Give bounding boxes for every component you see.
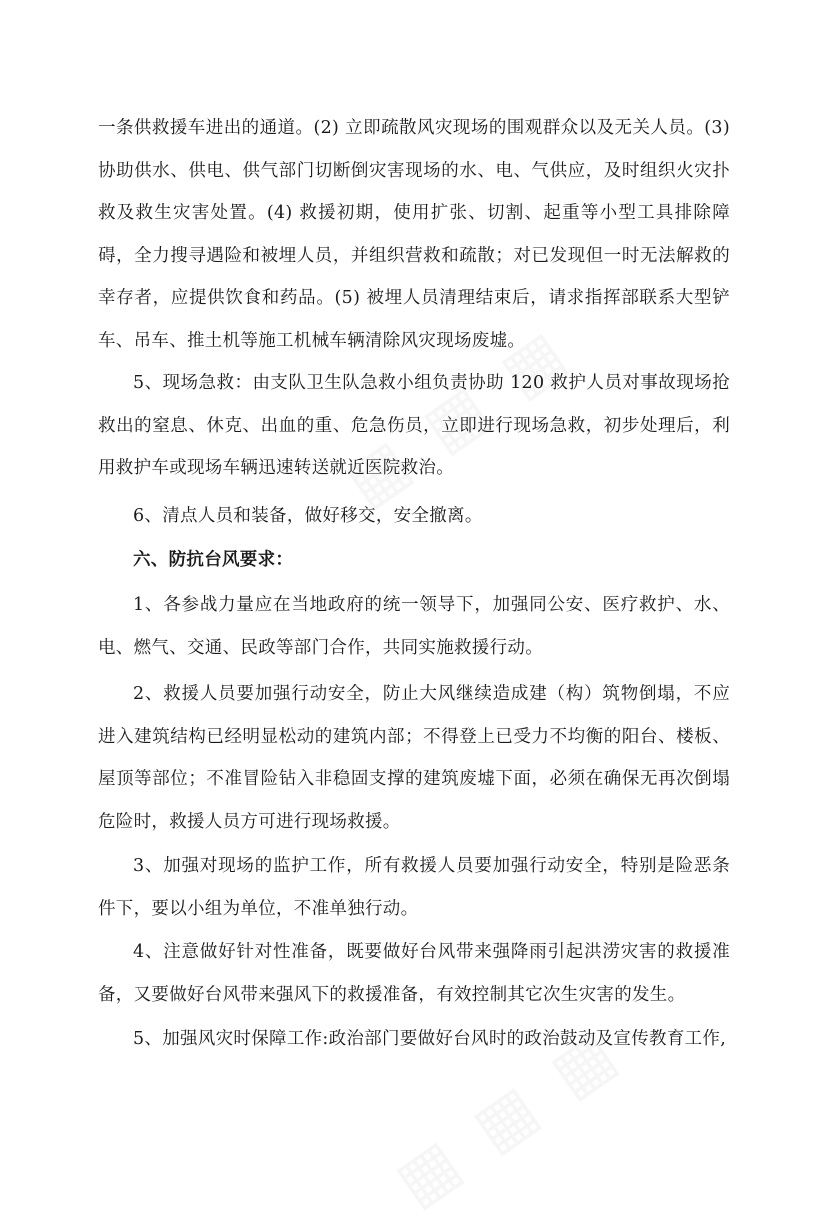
paragraph-requirement-4: 4、注意做好针对性准备，既要做好台风带来强降雨引起洪涝灾害的救援准备，又要做好台风带来强风下的救援准备，有效控制其它次生灾害的发生。: [98, 942, 730, 1005]
paragraph-continuation: 一条供救援车进出的通道。(2) 立即疏散风灾现场的围观群众以及无关人员。(3) 协助供水、供电、供气部门切断倒灾害现场的水、电、气供应，及时组织火灾扑救及救生灾害处置。(4) 救援初期，使用扩张、切割、起重等小型工具排除障碍，全力搜寻遇险和被埋人员，并组织营救和疏散；对已发现但一时无法解救的幸存者，应提供饮食和药品。(5) 被埋人员清理结束后，请求指挥部联系大型铲车、吊车、推土机等施工机械车辆清除风灾现场废墟。: [98, 118, 730, 351]
paragraph-requirement-2: 2、救援人员要加强行动安全，防止大风继续造成建（构）筑物倒塌，不应进入建筑结构已经明显松动的建筑内部；不得登上已受力不均衡的阳台、楼板、屋顶等部位；不准冒险钻入非稳固支撑的建筑废墟下面，必须在确保无再次倒塌危险时，救援人员方可进行现场救援。: [98, 684, 730, 832]
section-heading: 六、防抗台风要求：: [133, 550, 294, 570]
paragraph-requirement-3: 3、加强对现场的监护工作，所有救援人员要加强行动安全，特别是险恶条件下，要以小组为单位，不准单独行动。: [98, 856, 730, 919]
paragraph-requirement-1: 1、各参战力量应在当地政府的统一领导下，加强同公安、医疗救护、水、电、燃气、交通、民政等部门合作，共同实施救援行动。: [98, 595, 730, 658]
paragraph-withdraw: 6、清点人员和装备，做好移交，安全撤离。: [133, 506, 483, 526]
paragraph-requirement-5: 5、加强风灾时保障工作:政治部门要做好台风时的政治鼓动及宣传教育工作,: [133, 1029, 727, 1049]
paragraph-field-first-aid: 5、现场急救：由支队卫生队急救小组负责协助 120 救护人员对事故现场抢救出的窒息、休克、出血的重、危急伤员，立即进行现场急救，初步处理后，利用救护车或现场车辆迅速转送就近医院救治。: [98, 373, 730, 478]
